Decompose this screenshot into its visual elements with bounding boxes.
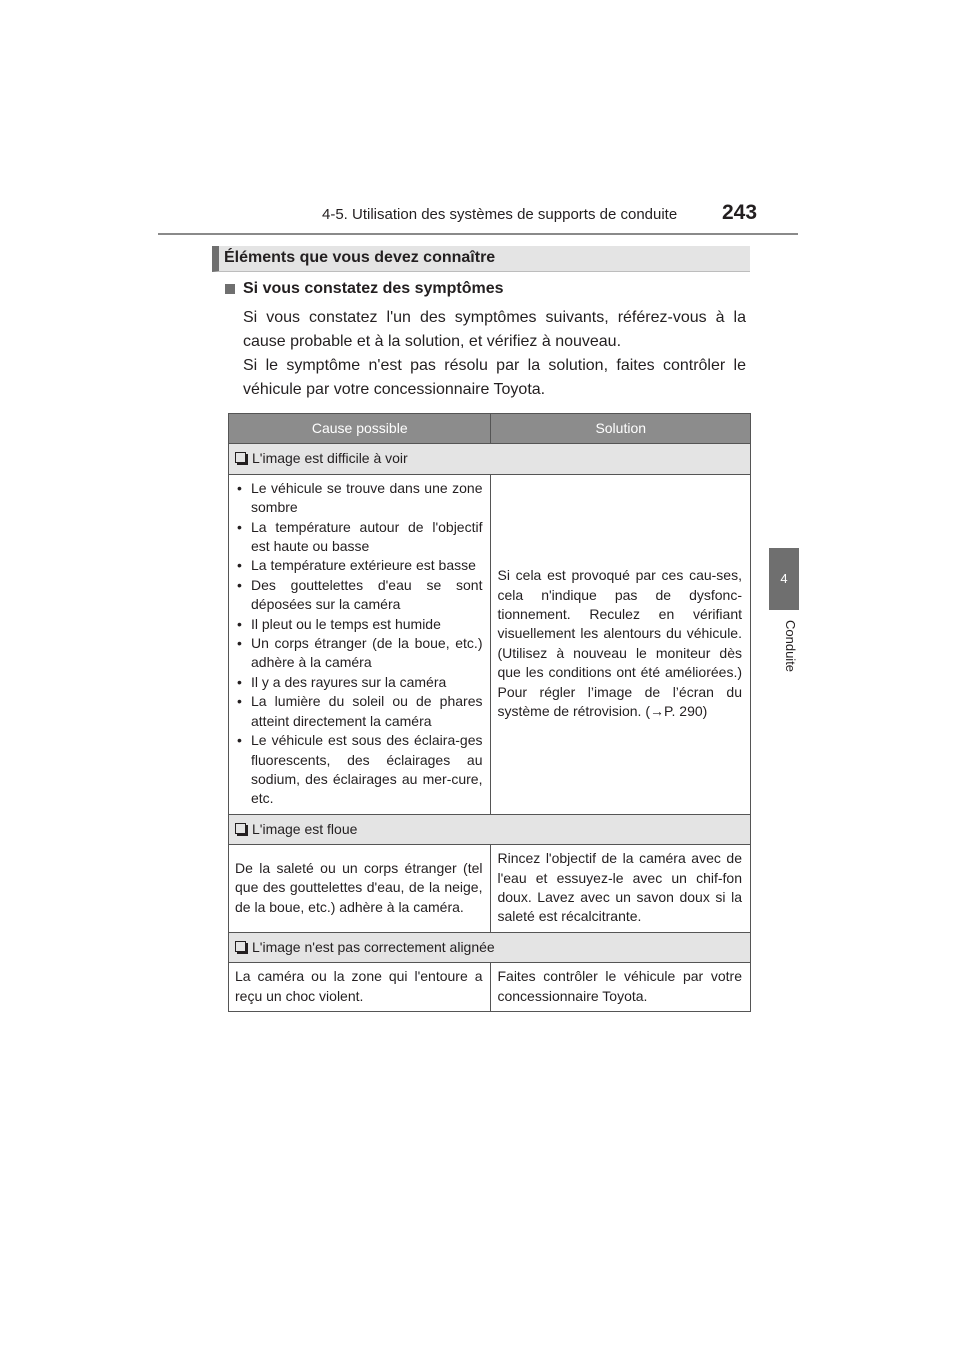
list-item: • Un corps étranger (de la boue, etc.) adhère à la caméra (235, 634, 482, 673)
list-item: • Le véhicule se trouve dans une zone sombre (235, 479, 482, 518)
solution-cell: Rincez l'objectif de la caméra avec de l'eau et essuyez-le avec un chif-fon doux. Lavez avec un savon doux si la saleté est récalcitrante. (491, 845, 751, 933)
group-row (229, 814, 751, 844)
checkbox-icon (235, 452, 246, 463)
cause-cell: De la saleté ou un corps étranger (tel que des gouttelettes d'eau, de la neige, de la boue, etc.) adhère à la caméra. (229, 845, 491, 933)
table-row (229, 474, 751, 814)
checkbox-icon (235, 823, 246, 834)
section-title: Éléments que vous devez connaître (224, 249, 496, 266)
checkbox-icon (235, 941, 246, 952)
solution-cell: Si cela est provoqué par ces cau-ses, cela n'indique pas de dysfonc-tionnement. Reculez en vérifiant visuellement les alentours du véhicule. (Utilisez à nouveau le moniteur dès que les conditions ont été améliorées.) Pour régler l’image de l’écran du système de rétrovision. (→P. 290) (491, 474, 751, 814)
group-title: L'image n'est pas correctement alignée (252, 938, 495, 955)
column-header-solution: Solution (491, 414, 751, 444)
cause-cell: La caméra ou la zone qui l'entoure a reçu un choc violent. (229, 963, 491, 1012)
list-item: • Il y a des rayures sur la caméra (235, 673, 482, 692)
intro-paragraph: Si le symptôme n'est pas résolu par la solution, faites contrôler le véhicule par votre concessionnaire Toyota. (243, 357, 746, 398)
table-row (229, 845, 751, 933)
group-row (229, 932, 751, 962)
group-cell (229, 932, 751, 962)
list-item: • La température extérieure est basse (235, 556, 482, 575)
solution-cell: Faites contrôler le véhicule par votre concessionnaire Toyota. (491, 963, 751, 1012)
cause-list (235, 479, 482, 809)
column-header-cause: Cause possible (229, 414, 491, 444)
group-title: L'image est floue (252, 820, 358, 837)
table-row (229, 963, 751, 1012)
chapter-tab-label: Conduite (783, 620, 798, 673)
group-cell (229, 444, 751, 474)
square-bullet-icon (225, 284, 235, 294)
group-cell (229, 814, 751, 844)
list-item: • La lumière du soleil ou de phares atteint directement la caméra (235, 692, 482, 731)
chapter-tab-number: 4 (769, 548, 799, 610)
list-item: • La température autour de l'objectif est haute ou basse (235, 518, 482, 557)
group-row (229, 444, 751, 474)
chapter-title: 4-5. Utilisation des systèmes de supports de conduite (322, 206, 678, 223)
subsection-title: Si vous constatez des symptômes (243, 280, 504, 297)
page-number: 243 (722, 201, 758, 224)
intro-paragraph: Si vous constatez l'un des symptômes suivants, référez-vous à la cause probable et à la solution, et vérifiez à nouveau. (243, 309, 746, 350)
list-item: • Le véhicule est sous des éclaira-ges fluorescents, des éclairages au sodium, des éclairages au mer-cure, etc. (235, 731, 482, 809)
list-item: • Des gouttelettes d'eau se sont déposées sur la caméra (235, 576, 482, 615)
header-divider (158, 233, 798, 235)
cause-cell (229, 474, 491, 814)
symptom-table (228, 413, 751, 1012)
table-header-row (229, 414, 751, 444)
list-item: • Il pleut ou le temps est humide (235, 615, 482, 634)
group-title: L'image est difficile à voir (252, 450, 408, 467)
